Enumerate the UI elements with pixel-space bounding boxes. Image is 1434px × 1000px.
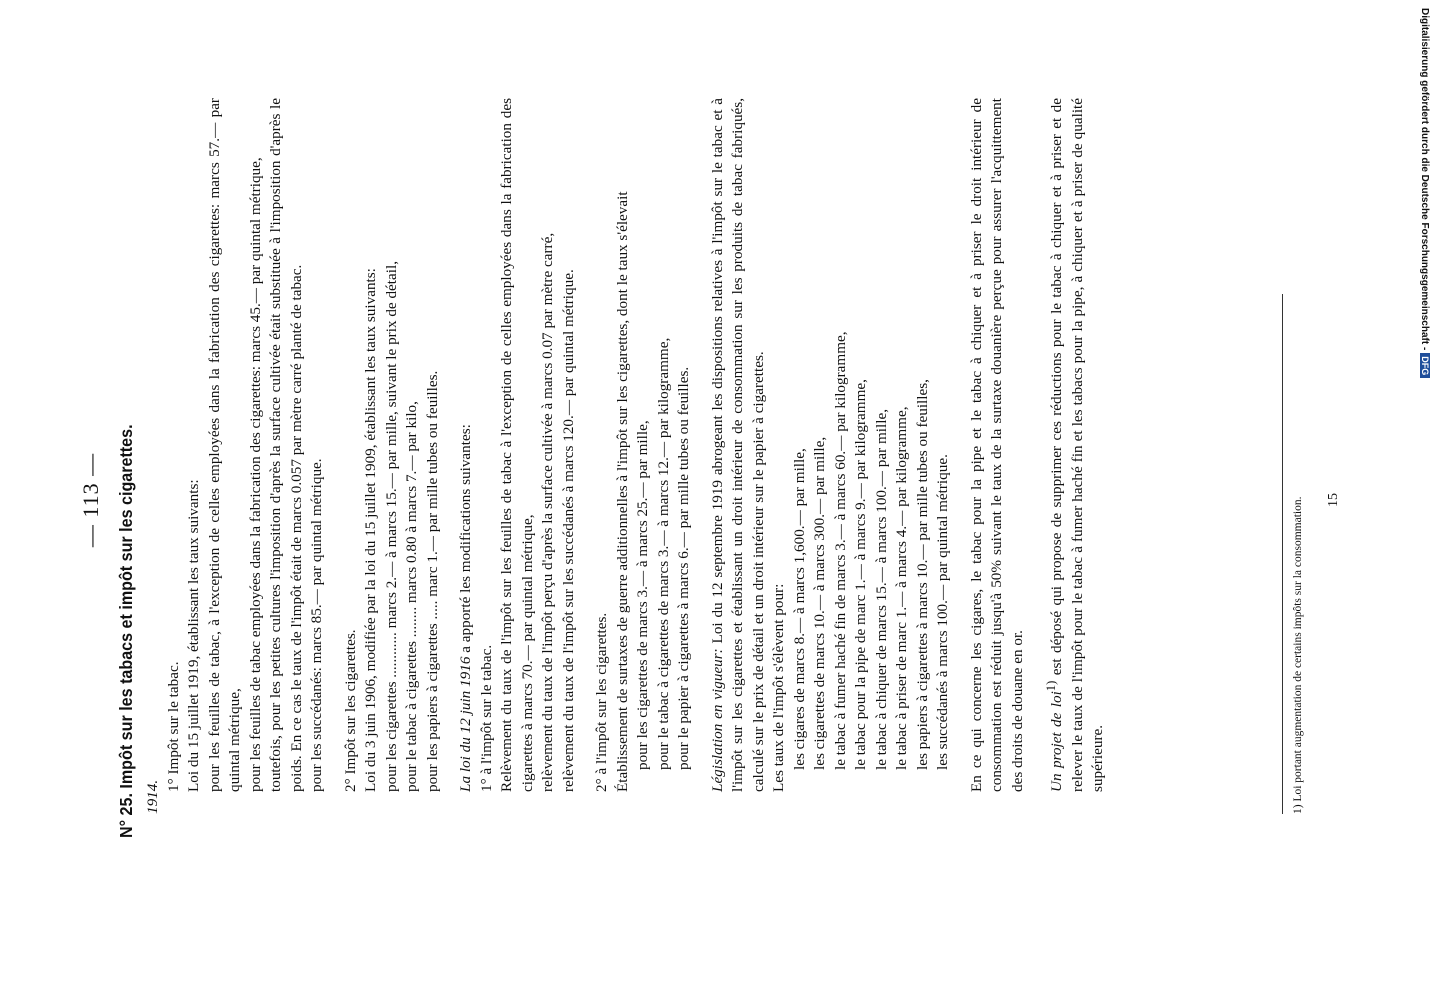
taux-cigarettes: les cigarettes de marcs 10.— à marcs 300.— par mille, (811, 436, 828, 770)
footnote-ref: 1) (1044, 680, 1058, 692)
taux-succedanes: les succédanés à marcs 100.— par quintal métrique. (934, 454, 951, 770)
taux-papiers: les papiers à cigarettes à marcs 10.— par mille tubes ou feuilles, (913, 379, 931, 770)
paragraph-petites-cultures: toutefois, pour les petites cultures l'imposition d'après la surface cultivée était substituée à l'imposition d'après le poids. En ce cas le taux de l'impôt était de marcs 0.057 par mètre carré planté de tabac. (267, 98, 305, 792)
taux-intro: Les taux de l'impôt s'élèvent pour: (770, 583, 787, 792)
rate-papiers: pour les papiers à cigarettes ..... marc 1.— par mille tubes ou feuilles. (423, 370, 441, 792)
year-heading: 1914. (144, 779, 161, 814)
surtaxe-papier: pour le papier à cigarettes à marcs 6.— par mille tubes ou feuilles. (675, 366, 692, 770)
legislation-italic: Législation en vigueur: (708, 648, 726, 792)
projet-paragraph (1041, 98, 1109, 814)
paragraph-feuilles-cigarettes: pour les feuilles de tabac employées dans la fabrication des cigarettes: marcs 45.— par quintal métrique, (246, 157, 264, 792)
taux-priser: le tabac à priser de marc 1.— à marcs 4.— par kilogramme, (893, 406, 910, 770)
dfg-logo: DFG (1420, 353, 1430, 378)
cigares-paragraph: En ce qui concerne les cigares, le tabac pour la pipe et le tabac à chiquer et à priser le droit intérieur de consommation est réduit jusqu'à 50% suivant le taux de la surtaxe douanière perçue pour assurer l'acquittement des droits de douane en or. (967, 98, 1026, 792)
rate-tabac-cigarettes: pour le tabac à cigarettes ........ marcs 0.80 à marcs 7.— par kilo, (403, 401, 420, 792)
loi-1916-cigarettes: 2° à l'impôt sur les cigarettes. (593, 612, 610, 792)
surtaxes-paragraph: Établissement de surtaxes de guerre additionnelles à l'impôt sur les cigarettes, dont le taux s'élevait (613, 191, 631, 792)
releve-succedanes: relèvement du taux de l'impôt sur les succédanés à marcs 120.— par quintal métrique. (559, 269, 577, 792)
signature-number: 15 (1326, 493, 1341, 507)
taux-chiquer: le tabac à chiquer de marcs 15.— à marcs 100.— par mille, (872, 409, 890, 770)
projet-rest: est déposé qui propose de supprimer ces réductions pour le tabac à chiquer et à priser et de relever le taux de l'impôt pour le tabac à fumer haché fin et les tabacs pour la pipe, à chiquer et à priser de qualité supérieure. (1048, 98, 1107, 792)
footnote-divider (1282, 294, 1283, 814)
paragraph-succedanes: pour les succédanés: marcs 85.— par quintal métrique. (308, 458, 325, 792)
document-body (143, 98, 1109, 814)
projet-italic: Un projet de loi (1048, 691, 1066, 792)
releve-feuilles: Relèvement du taux de l'impôt sur les feuilles de tabac à l'exception de celles employées dans la fabrication des cigarettes à marcs 70.— par quintal métrique, (498, 98, 536, 792)
footnote: 1) Loi portant augmentation de certains impôts sur la consommation. (1292, 496, 1304, 814)
loi-1916-tabac: 1° à l'impôt sur le tabac. (477, 644, 495, 792)
loi-1916-rest: a apporté les modifications suivantes: (457, 424, 474, 657)
credit-text: Digitalisierung gefördert durch die Deutsche Forschungsgemeinschaft - (1419, 8, 1430, 351)
page-number: — 113 — (78, 452, 103, 548)
surtaxe-tabac: pour le tabac à cigarettes de marcs 3.— à marcs 12.— par kilogramme, (654, 337, 672, 770)
tabac-heading: 1° Impôt sur le tabac. (164, 661, 182, 792)
legislation-paragraph (708, 98, 770, 814)
paragraph-loi-1916 (456, 98, 477, 814)
paragraph-loi-1919: Loi du 15 juillet 1919, établissant les taux suivants: (185, 479, 202, 792)
releve-surface: relèvement du taux de l'impôt perçu d'après la surface cultivée à marcs 0.07 par mètre carré, (539, 232, 556, 792)
taux-hache: le tabac à fumer haché fin de marcs 3.— à marcs 60.— par kilogramme, (831, 331, 849, 770)
surtaxe-cigarettes: pour les cigarettes de marcs 3.— à marcs 25.— par mille, (634, 420, 651, 770)
digitization-credit (1410, 8, 1432, 388)
section-title: N° 25. Impôt sur les tabacs et impôt sur les cigarettes. (116, 424, 136, 838)
taux-pipe: le tabac pour la pipe de marc 1.— à marcs 9.— par kilogramme, (852, 379, 869, 770)
paragraph-loi-1906: Loi du 3 juin 1906, modifiée par la loi du 15 juillet 1909, établissant les taux suivants: (362, 268, 379, 792)
rate-cigarettes: pour les cigarettes ............ marcs 2.— à marcs 15.— par mille, suivant le prix de détail, (382, 261, 400, 792)
loi-1916-italic: La loi du 12 juin 1916 (457, 656, 474, 792)
legislation-rest: Loi du 12 septembre 1919 abrogeant les dispositions relatives à l'impôt sur le tabac et à l'impôt sur les cigarettes et établissant un droit intérieur de consommation sur les produits de tabac fabriqués, calculé sur le prix de détail et un droit intérieur sur le papier à cigarettes. (708, 98, 767, 792)
cigarettes-heading: 2° Impôt sur les cigarettes. (341, 629, 359, 792)
paragraph-feuilles: pour les feuilles de tabac, à l'exception de celles employées dans la fabrication des cigarettes: marcs 57.— par quintal métrique, (205, 98, 243, 792)
taux-cigares: les cigares de marcs 8.— à marcs 1,600.— par mille, (790, 448, 808, 770)
